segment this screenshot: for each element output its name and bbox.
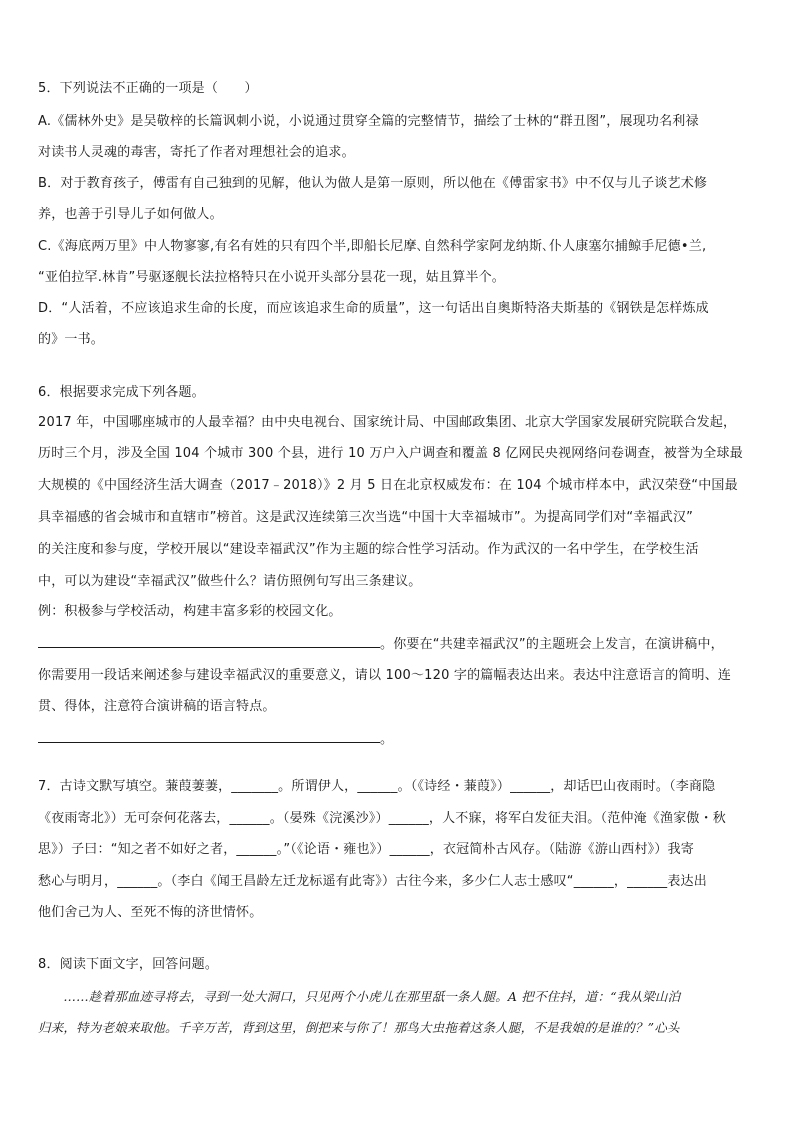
q7-line4: 愁心与明月，______。（李白《闻王昌龄左迁龙标遥有此寄》）古往今来，多少仁人志士感叹“______，______表达出 [38,874,707,889]
q6-passage-line1: 2017 年，中国哪座城市的人最幸福？由中央电视台、国家统计局、中国邮政集团、北京大学国家发展研究院联合发起， [38,415,737,430]
q6-end-mark: 。 [380,732,394,747]
q7-line1: 7．古诗文默写填空。蒹葭萋萋，_______。所谓伊人，______。（《诗经・蒹葭》）______，却话巴山夜雨时。（李商隐 [38,779,716,794]
q7-line5: 他们舍己为人、至死不悔的济世情怀。 [38,905,263,920]
q5-option-b-line2: 养，也善于引导儿子如何做人。 [38,207,223,222]
q6-passage-line6: 中，可以为建设“幸福武汉”做些什么？请仿照例句写出三条建议。 [38,574,422,589]
q6-task-line3: 贯、得体，注意符合演讲稿的语言特点。 [38,699,276,714]
q6-passage-line5: 的关注度和参与度，学校开展以“建设幸福武汉”作为主题的综合性学习活动。作为武汉的一名中学生，在学校生活 [38,542,699,557]
q5-option-c-line1: C.《海底两万里》中人物寥寥,有名有姓的只有四个半,即船长尼摩､自然科学家阿龙纳斯､仆人康塞尔捕鲸手尼德•兰, [38,239,707,254]
answer-blank-line[interactable] [38,730,380,743]
q6-passage-line3: 大规模的《中国经济生活大调查（2017﹣2018）》2 月 5 日在北京权威发布：在 104 个城市样本中，武汉荣登“中国最 [38,478,738,493]
q6-task-line1-text: 。你要在“共建幸福武汉”的主题班会上发言，在演讲稿中， [380,637,724,652]
q5-option-a-line1: A.《儒林外史》是吴敬梓的长篇讽刺小说，小说通过贯穿全篇的完整情节，描绘了士林的“群丑图”，展现功名利禄 [38,114,699,129]
answer-blank-line[interactable] [38,635,380,648]
q6-task-line2: 你需要用一段话来阐述参与建设幸福武汉的重要意义，请以 100～120 字的篇幅表达出来。表达中注意语言的简明、连 [38,668,732,683]
q6-task-line1 [38,635,724,655]
q5-option-d-line1: D．“人活着，不应该追求生命的长度，而应该追求生命的质量”，这一句话出自奥斯特洛夫斯基的《钢铁是怎样炼成 [38,301,709,316]
q8-reading-line2: 归来，特为老娘来取他。千辛万苦，背到这里，倒把来与你了！那鸟大虫拖着这条人腿，不是我娘的是谁的？”心头 [38,1020,680,1035]
q7-line2: 《夜雨寄北》）无可奈何花落去，______。（晏殊《浣溪沙》）______，人不寐，将军白发征夫泪。（范仲淹《渔家傲・秋 [38,811,727,826]
q5-option-c-line2: “亚伯拉罕.林肯”号驱逐舰长法拉格特只在小说开头部分昙花一现，姑且算半个。 [38,270,506,285]
q8-stem: 8．阅读下面文字，回答问题。 [38,957,219,972]
q5-option-b-line1: B．对于教育孩子，傅雷有自己独到的见解，他认为做人是第一原则，所以他在《傅雷家书》中不仅与儿子谈艺术修 [38,176,708,191]
q6-stem: 6．根据要求完成下列各题。 [38,385,205,400]
q5-stem: 5．下列说法不正确的一项是（ ） [38,81,258,96]
q5-option-d-line2: 的》一书。 [38,332,105,347]
q5-option-a-line2: 对读书人灵魂的毒害，寄托了作者对理想社会的追求。 [38,145,355,160]
q6-example: 例：积极参与学校活动，构建丰富多彩的校园文化。 [38,604,342,619]
q6-passage-line2: 历时三个月，涉及全国 104 个城市 300 个县，进行 10 万户入户调查和覆盖 8 亿网民央视网络问卷调查，被誉为全球最 [38,446,743,461]
q6-passage-line4: 具幸福感的省会城市和直辖市”榜首。这是武汉连续第三次当选“中国十大幸福城市”。为提高同学们对“幸福武汉” [38,510,694,525]
q7-line3: 思》）子曰：“知之者不如好之者，______。”（《论语・雍也》）______，衣冠简朴古风存。（陆游《游山西村》）我寄 [38,842,694,857]
q6-answer-line [38,730,393,750]
q8-reading-line1: ……趁着那血迹寻将去，寻到一处大洞口，只见两个小虎儿在那里舐一条人腿。A 把不住抖，道：“我从梁山泊 [38,989,681,1004]
